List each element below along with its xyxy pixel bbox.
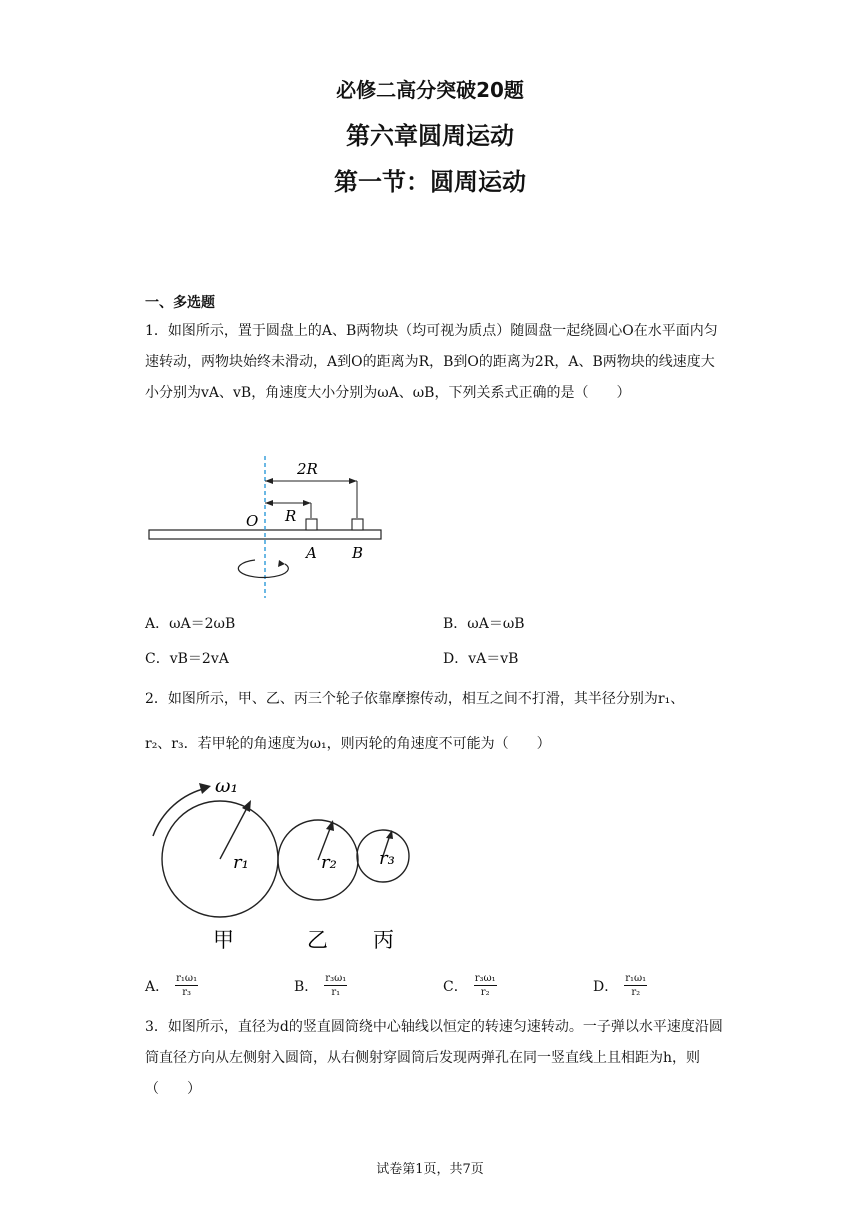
label-r2: r₂ [321, 852, 337, 873]
option-letter: D． [593, 978, 619, 995]
label-r3: r₃ [379, 848, 395, 869]
option-fraction [324, 972, 347, 999]
fraction-denominator: r₃ [182, 987, 191, 998]
label-2R: 2R [297, 460, 318, 478]
option-letter: C． [443, 978, 468, 995]
q1-option-c[interactable]: C．vB＝2vA [145, 651, 229, 667]
question-type-heading: 一、多选题 [145, 295, 215, 311]
q2-option-b[interactable] [294, 972, 347, 999]
label-B: B [352, 544, 364, 562]
fraction-numerator: r₃ω₁ [325, 973, 347, 984]
fraction-numerator: r₁ω₁ [625, 973, 647, 984]
rotation-arrow-icon [153, 788, 207, 836]
label-O: O [246, 512, 259, 530]
label-yi: 乙 [307, 928, 328, 952]
q2-option-d[interactable] [593, 972, 647, 999]
q1-option-a[interactable]: A．ωA＝2ωB [145, 616, 236, 632]
label-A: A [306, 544, 317, 562]
fraction-denominator: r₂ [631, 987, 641, 998]
q2-stem-line2: r₂、r₃．若甲轮的角速度为ω₁，则丙轮的角速度不可能为（ ） [145, 736, 551, 752]
label-bing: 丙 [373, 928, 394, 952]
option-fraction [175, 972, 198, 999]
q2-option-a[interactable] [145, 972, 198, 999]
option-letter: B． [294, 978, 319, 995]
block-B [352, 519, 363, 530]
fraction-denominator: r₁ [331, 987, 341, 998]
q1-option-d[interactable]: D．vA＝vB [443, 651, 519, 667]
q2-stem-line1: 2．如图所示，甲、乙、丙三个轮子依靠摩擦传动，相互之间不打滑，其半径分别为r₁、 [145, 691, 685, 707]
chapter-title: 第六章圆周运动 [346, 122, 514, 150]
label-jia: 甲 [213, 928, 234, 952]
page-footer: 试卷第1页，共7页 [376, 1162, 484, 1177]
q1-stem: 1．如图所示，置于圆盘上的A、B两物块（均可视为质点）随圆盘一起绕圆心O在水平面内匀速转动，两物块始终未滑动，A到O的距离为R，B到O的距离为2R，A、B两物块的线速度大小分别为vA、vB，角速度大小分别为ωA、ωB，下列关系式正确的是（ ） [145, 323, 718, 401]
q1-figure [145, 452, 395, 602]
doc-title: 必修二高分突破20题 [336, 78, 524, 102]
option-fraction [624, 972, 647, 999]
fraction-numerator: r₃ω₁ [474, 973, 496, 984]
fraction-numerator: r₁ω₁ [176, 973, 198, 984]
option-letter: A． [145, 978, 170, 995]
q3-stem: 3．如图所示，直径为d的竖直圆筒绕中心轴线以恒定的转速匀速转动。一子弹以水平速度沿圆筒直径方向从左侧射入圆筒，从右侧射穿圆筒后发现两弹孔在同一竖直线上且相距为h，则（ ） [145, 1019, 723, 1097]
option-fraction [474, 972, 497, 999]
section-title: 第一节：圆周运动 [334, 168, 526, 196]
q2-figure [145, 770, 415, 955]
fraction-denominator: r₂ [480, 987, 490, 998]
q1-option-b[interactable]: B．ωA＝ωB [443, 616, 525, 632]
label-R: R [285, 507, 297, 525]
block-A [306, 519, 317, 530]
label-omega1: ω₁ [215, 775, 239, 797]
label-r1: r₁ [233, 852, 249, 873]
q2-option-c[interactable] [443, 972, 497, 999]
